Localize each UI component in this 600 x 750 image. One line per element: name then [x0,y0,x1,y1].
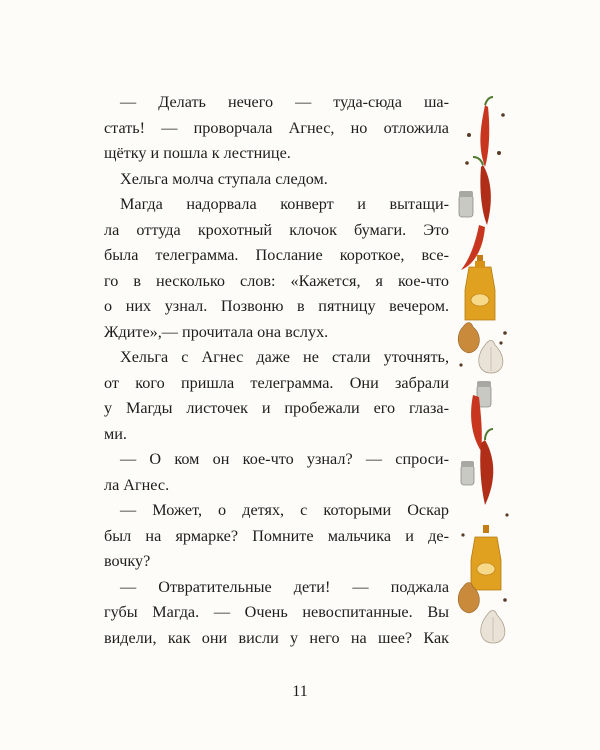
chili-pepper-icon [480,97,493,167]
salt-shaker-icon [461,461,474,485]
text-line: вочку? [104,552,151,570]
text-line: губы Магда. — Очень невоспитанные. Вы [104,603,449,621]
text-line: — Отвратительные дети! — поджала [120,577,449,596]
text-line: — Делать нечего — туда-сюда ша- [120,93,449,111]
onion-icon [458,323,479,354]
mustard-bottle-icon [465,255,495,320]
text-line: го в несколько слов: «Кажется, я кое-что [104,271,449,290]
text-line: была телеграмма. Послание короткое, все- [104,246,449,264]
spice-border-illustration [455,95,515,655]
text-line: от кого пришла телеграмма. Они забрали [104,373,449,392]
text-line: — Может, о детях, с которыми Оскар [120,501,449,519]
text-line: щётку и пошла к лестнице. [104,144,291,162]
mustard-bottle-icon [471,525,501,590]
garlic-icon [481,611,505,644]
text-line: видели, как они висли у него на шее? Как [104,628,449,647]
text-line: ла оттуда крохотный клочок бумаги. Это [104,220,449,239]
text-line: Магда надорвала конверт и вытащи- [120,195,449,213]
text-line: Хельга молча ступала следом. [120,169,328,188]
body-text [104,90,449,651]
text-line: ла Агнес. [104,475,170,494]
salt-shaker-icon [459,191,473,217]
text-line: стать! — проворчала Агнес, но отложила [104,118,449,137]
text-line: Хельга с Агнес даже не стали уточнять, [120,348,449,366]
garlic-icon [479,341,503,374]
text-line: ми. [104,424,127,443]
text-line: у Магды листочек и пробежали его глаза- [104,399,449,417]
text-line: о них узнал. Позвоню в пятницу вечером. [104,297,449,315]
text-line: — О ком он кое-что узнал? — спроси- [120,450,449,468]
page-number: 11 [292,683,308,700]
text-line: Ждите»,— прочитала она вслух. [104,322,329,341]
chili-pepper-icon [480,429,493,505]
chili-pepper-icon [473,157,491,225]
text-line: был на ярмарке? Помните мальчика и де- [104,526,449,545]
